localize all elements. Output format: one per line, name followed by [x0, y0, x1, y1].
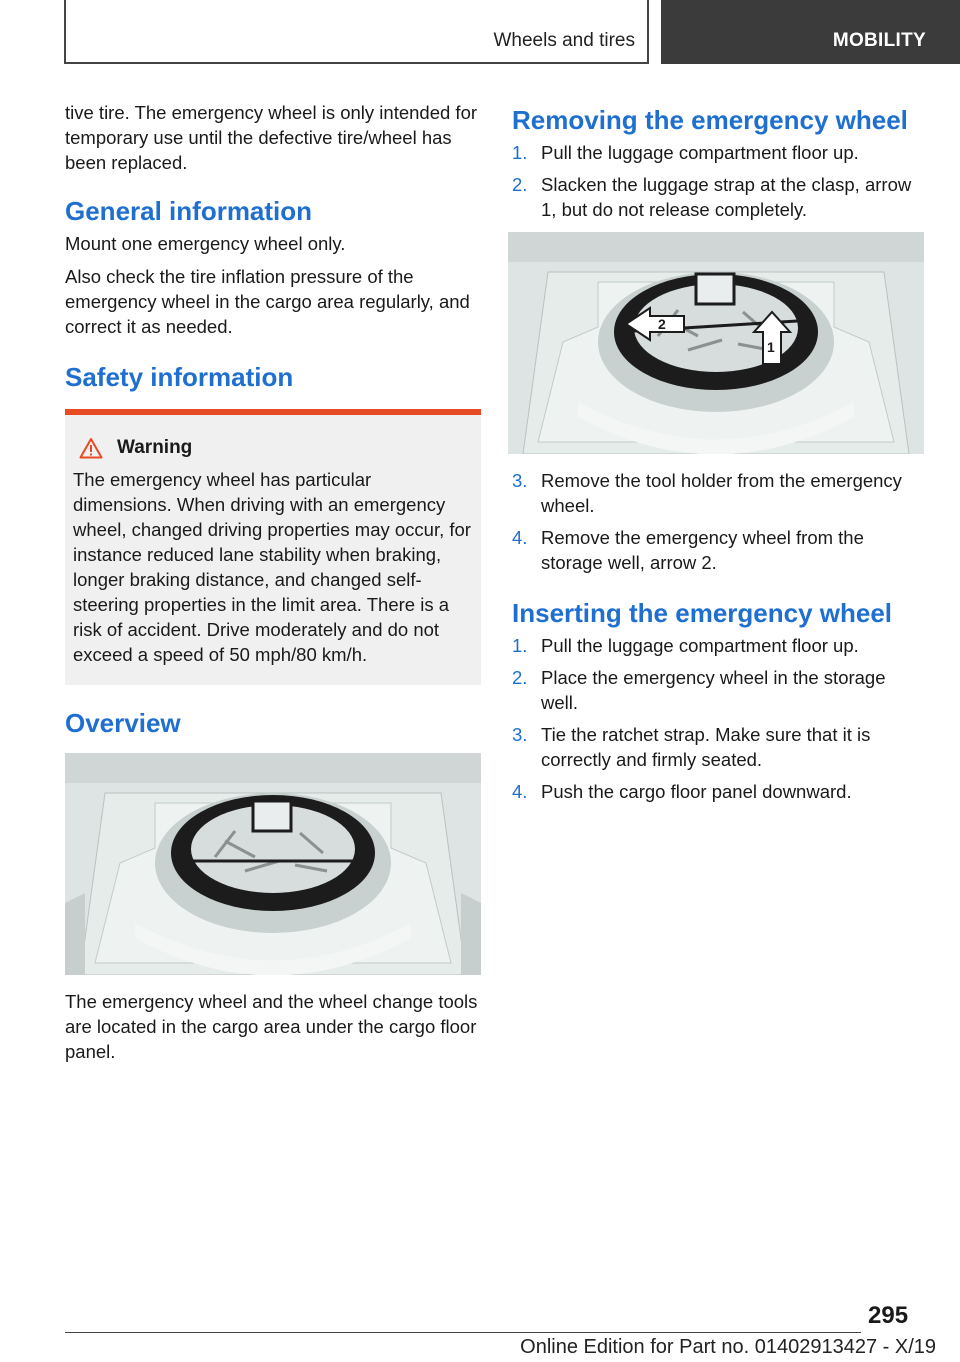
overview-figure	[65, 753, 481, 975]
header-chapter-box	[661, 0, 960, 64]
step-text: Place the emergency wheel in the storage well.	[541, 667, 886, 713]
general-info-p2: Also check the tire inflation pressure of the emergency wheel in the cargo area regularly, and correct it as needed.	[65, 266, 470, 337]
removing-steps-cont	[512, 468, 924, 575]
step-number: 1.	[512, 635, 528, 656]
step-text: Pull the luggage compartment floor up.	[541, 635, 859, 656]
step-text: Pull the luggage compartment floor up.	[541, 142, 859, 163]
footer-divider	[65, 1332, 861, 1333]
left-column	[65, 100, 481, 1072]
step-number: 3.	[512, 724, 528, 745]
list-item	[512, 633, 924, 658]
header-chapter: MOBILITY	[832, 30, 926, 51]
warning-header	[73, 437, 473, 459]
overview-heading: Overview	[65, 708, 181, 738]
arrow-2-label: 2	[658, 316, 666, 332]
step-text: Slacken the luggage strap at the clasp, arrow 1, but do not release completely.	[541, 174, 912, 220]
step-number: 3.	[512, 470, 528, 491]
warning-label: Warning	[117, 437, 193, 458]
list-item	[512, 665, 924, 715]
step-number: 1.	[512, 142, 528, 163]
warning-triangle-icon	[79, 437, 103, 459]
removing-figure	[508, 232, 924, 454]
removing-heading: Removing the emergency wheel	[512, 105, 908, 135]
list-item	[512, 722, 924, 772]
general-info-heading: General information	[65, 196, 313, 226]
page-number: 295	[868, 1302, 909, 1329]
warning-text: The emergency wheel has particular dimensions. When driving with an emergency wheel, changed driving properties may occur, for instance reduced lane stability when braking, longer braking distance, and changed self-steering properties in the limit area. There is a risk of accident. Drive moderately and do not exceed a speed of 50 mph/80 km/h.	[73, 469, 471, 665]
step-number: 2.	[512, 174, 528, 195]
list-item	[512, 779, 924, 804]
footer-edition: Online Edition for Part no. 01402913427 - X/19	[520, 1336, 936, 1358]
overview-caption: The emergency wheel and the wheel change tools are located in the cargo area under the cargo floor panel.	[65, 991, 478, 1062]
inserting-steps	[512, 633, 924, 804]
intro-paragraph: tive tire. The emergency wheel is only intended for temporary use until the defective tire/wheel has been replaced.	[65, 102, 478, 173]
step-text: Push the cargo floor panel downward.	[541, 781, 852, 802]
step-text: Tie the ratchet strap. Make sure that it is correctly and firmly seated.	[541, 724, 871, 770]
safety-info-heading: Safety information	[65, 362, 294, 392]
step-number: 4.	[512, 527, 528, 548]
header-section-title: Wheels and tires	[493, 30, 635, 51]
step-number: 4.	[512, 781, 528, 802]
list-item	[512, 172, 924, 222]
right-column	[512, 100, 924, 811]
warning-box	[65, 409, 481, 685]
step-text: Remove the emergency wheel from the storage well, arrow 2.	[541, 527, 864, 573]
removing-steps	[512, 140, 924, 222]
list-item	[512, 140, 924, 165]
list-item	[512, 468, 924, 518]
header-section-box	[64, 0, 649, 64]
general-info-p1: Mount one emergency wheel only.	[65, 233, 346, 254]
step-text: Remove the tool holder from the emergency wheel.	[541, 470, 902, 516]
arrow-1-label: 1	[767, 339, 775, 355]
step-number: 2.	[512, 667, 528, 688]
inserting-heading: Inserting the emergency wheel	[512, 598, 893, 628]
list-item	[512, 525, 924, 575]
